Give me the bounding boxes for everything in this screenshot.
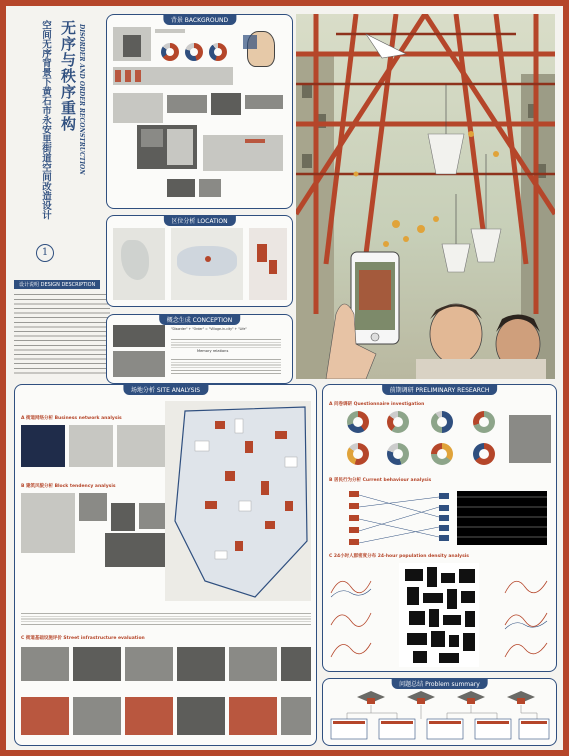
location-title: 区位分析 LOCATION: [163, 215, 235, 226]
research-sub-behaviour: B 居民行为分析 Current behaviour analysis: [329, 478, 432, 483]
density-curves: [329, 563, 551, 667]
problem-summary-panel: [322, 678, 557, 746]
concept-formula: "Disorder" + "Order" = "Village-in-city" + "Life": [171, 327, 247, 331]
title-chinese-main: 无序与秩序重构: [59, 20, 77, 132]
research-sub-questionnaire: A 问卷调研 Questionnaire investigation: [329, 402, 425, 407]
background-title: 背景 BACKGROUND: [163, 14, 236, 25]
research-title: 前期调研 PRELIMINARY RESEARCH: [382, 384, 498, 395]
location-panel: [106, 215, 293, 307]
concept-panel: [106, 314, 293, 384]
site-sub-infrastructure: C 街道基础设施评价 Street infrastructure evaluation: [21, 636, 145, 641]
concept-memory: Memory relations: [197, 349, 229, 353]
poster-board: [6, 6, 563, 750]
site-analysis-title: 场地分析 SITE ANALYSIS: [123, 384, 208, 395]
title-english: DISORDER AND ORDER RECONSTRUCTION: [78, 24, 85, 175]
site-sub-block: B 建筑风貌分析 Block tendency analysis: [21, 484, 116, 489]
poster-number-badge: 1: [36, 244, 54, 262]
location-map-3: [249, 228, 287, 300]
site-analysis-panel: [14, 384, 317, 746]
background-panel: [106, 14, 293, 209]
behaviour-network: [329, 487, 551, 547]
site-sub-street-network: A 街道网络分析 Business network analysis: [21, 416, 122, 421]
problem-summary-title: 问题总结 Problem summary: [391, 678, 488, 689]
concept-title: 概念生成 CONCEPTION: [159, 314, 241, 325]
hero-svg: [296, 14, 555, 379]
research-panel: [322, 384, 557, 672]
design-description-body: [14, 292, 110, 376]
problem-diagram: [327, 689, 552, 743]
hero-illustration: [296, 14, 555, 379]
background-chart-1: [161, 43, 179, 61]
research-sub-density: C 24小时人群密度分布 24-hour population density analysis: [329, 554, 469, 559]
design-description-title: 设计说明 DESIGN DESCRIPTION: [14, 280, 100, 289]
title-chinese-sub: 空间无序背景下黄石市永安里街道空间改造设计: [40, 20, 51, 220]
site-plan: [165, 401, 311, 601]
